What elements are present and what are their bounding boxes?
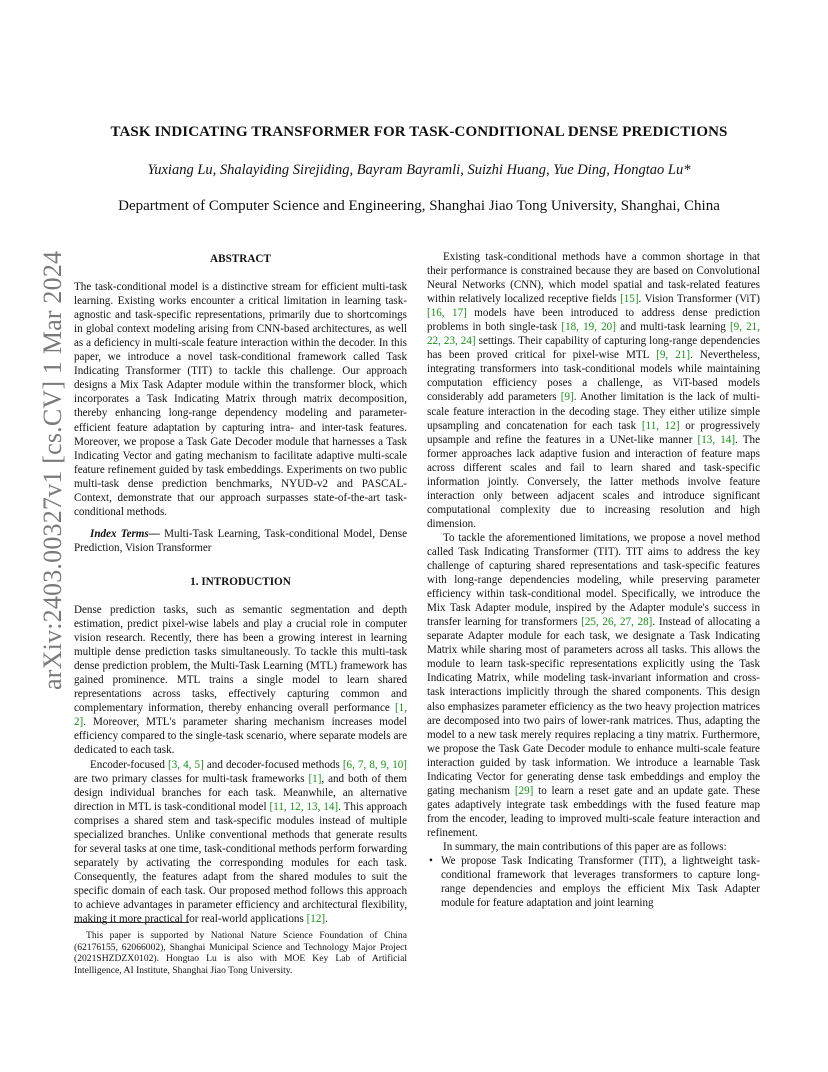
- citation-link[interactable]: [18, 19, 20]: [561, 321, 616, 334]
- index-terms-label: Index Terms—: [90, 527, 160, 540]
- intro-paragraph-3: Existing task-conditional methods have a common shortage in that their performance is constrained because they are based on Convolutional Neural Networks (CNN), which model spatial and task-related features within relatively localized receptive fields [15]. Vision Transformer (ViT) [16, 17] models have been introduced to address dense prediction problems in both single-task [18, 19, 20] and multi-task learning [9, 21, 22, 23, 24] settings. Their capability of capturing long-range dependencies has been proved critical for pixel-wise MTL [9, 21]. Nevertheless, integrating transformers into task-conditional models while maintaining computation efficiency poses a challenge, as ViT-based models considerably add parameters [9]. Another limitation is the lack of multi-scale feature interaction in the decoding stage. They either utilize simple upsampling and concatenation for each task [11, 12] or progressively upsample and refine the features in a UNet-like manner [13, 14]. The former approaches lack adaptive fusion and interaction of feature maps across different scales and fail to learn shared and task-specific information jointly. Conversely, the latter methods involve feature interaction only between adjacent scales and introduce significant computational complexity due to increasing resolution and high dimension.: [427, 251, 761, 530]
- author-affiliation: Department of Computer Science and Engineering, Shanghai Jiao Tong University, Shanghai, China: [118, 198, 720, 214]
- citation-link[interactable]: [29]: [514, 784, 534, 797]
- citation-link[interactable]: [11, 12]: [641, 419, 680, 432]
- citation-link[interactable]: [15]: [620, 293, 639, 306]
- intro-paragraph-4: To tackle the aforementioned limitations, we propose a novel method called Task Indicating Transformer (TIT). TIT aims to address the key challenge of capturing shared representations and task-specific features with long-range dependencies modeling, while preserving parameter efficiency within task-conditional model. Specifically, we introduce the Mix Task Adapter module, inspired by the Adapter module's success in transfer learning for transformers [25, 26, 27, 28]. Instead of allocating a separate Adapter module for each task, we designate a Task Indicating Matrix while sharing most of parameters across all tasks. This allows the module to learn task-specific representations explicitly using the Task Indicating Matrix, while modeling task-invariant information and cross-task interactions implicitly through the shared components. This design also emphasizes parameter efficiency as the two heavy projection matrices are decomposed into two pairs of lower-rank matrices. Thus, adapting the model to a new task merely requires replacing a tiny matrix. Furthermore, we propose the Task Gate Decoder module to enhance multi-scale feature interaction guided by task information. We introduce a learnable Task Indicating Vector for generating dense task embeddings and employ the gating mechanism [29] to learn a reset gate and an update gate. These gates adaptively integrate task embeddings with the fused feature map from the encoder, leading to improved multi-scale feature interaction and refinement.: [427, 531, 761, 839]
- citation-link[interactable]: [25, 26, 27, 28]: [581, 616, 653, 629]
- citation-link[interactable]: [9, 21, 22, 23, 24]: [427, 321, 761, 348]
- citation-link[interactable]: [1]: [308, 772, 322, 785]
- citation-link[interactable]: [9]: [560, 391, 574, 404]
- abstract-text: The task-conditional model is a distinctive stream for efficient multi-task learning. Existing works encounter a critical limitation in learning task-agnostic and task-specific representations, primarily due to shortcomings in global context modeling arising from CNN-based architectures, as well as a deficiency in multi-scale feature interaction within the decoder. In this paper, we introduce a novel task-conditional framework called Task Indicating Transformer (TIT) to tackle this challenge. Our approach designs a Mix Task Adapter module within the transformer block, which incorporates a Task Indicating Matrix through matrix decomposition, thereby enhancing long-range dependency modeling and parameter-efficient feature adaptation by capturing intra- and inter-task features. Moreover, we propose a Task Gate Decoder module that harnesses a Task Indicating Vector and gating mechanism to facilitate adaptive multi-scale feature refinement guided by task embeddings. Experiments on two public multi-task dense prediction benchmarks, NYUD-v2 and PASCAL-Context, demonstrate that our approach surpasses state-of-the-art task-conditional methods.: [74, 281, 407, 518]
- citation-link[interactable]: [13, 14]: [697, 433, 736, 446]
- list-item: [427, 854, 760, 910]
- arxiv-identifier: arXiv:2403.00327v1 [cs.CV] 1 Mar 2024: [38, 250, 67, 690]
- footnote: This paper is supported by National Nature Science Foundation of China (62176155, 62066002), Shanghai Municipal Science and Technology Major Project (2021SHZDZX0102). Hongtao Lu is also with MOE Key Lab of Artificial Intelligence, AI Institute, Shanghai Jiao Tong University.: [74, 930, 407, 976]
- author-list: Yuxiang Lu, Shalayiding Sirejiding, Bayram Bayramli, Suizhi Huang, Yue Ding, Hongtao Lu*: [147, 162, 691, 178]
- abstract-heading: ABSTRACT: [210, 253, 271, 265]
- introduction-heading: 1. INTRODUCTION: [190, 575, 291, 588]
- intro-paragraph-2: Encoder-focused [3, 4, 5] and decoder-focused methods [6, 7, 8, 9, 10] are two primary classes for multi-task frameworks [1], and both of them design individual branches for each task. Meanwhile, an alternative direction in MTL is task-conditional model [11, 12, 13, 14]. This approach comprises a shared stem and task-specific modules instead of multiple specialized branches. Unlike conventional methods that generate results for several tasks at one time, task-conditional methods perform forwarding separately by activating the corresponding modules for each task. Consequently, the features adapt from the shared modules to suit the specific domain of each task. Our proposed method follows this approach to achieve advantages in parameter efficiency and architectural flexibility, making it more practical for real-world applications [12].: [74, 758, 408, 926]
- citation-link[interactable]: [1, 2]: [74, 702, 407, 729]
- citation-link[interactable]: [12]: [306, 913, 326, 926]
- contributions-list: [427, 854, 760, 910]
- citation-link[interactable]: [11, 12, 13, 14]: [269, 800, 339, 813]
- index-terms: [74, 527, 407, 555]
- right-column: [427, 250, 760, 910]
- citation-link[interactable]: [3, 4, 5]: [168, 758, 204, 771]
- intro-paragraph-5: In summary, the main contributions of this paper are as follows:: [443, 840, 727, 853]
- citation-link[interactable]: [9, 21]: [656, 349, 691, 362]
- contribution-text: We propose Task Indicating Transformer (TIT), a lightweight task-conditional framework that leverages transformers to capture long-range dependencies and employs the efficient Mix Task Adapter module for feature adaptation and joint learning: [441, 855, 760, 910]
- intro-paragraph-1: Dense prediction tasks, such as semantic segmentation and depth estimation, predict pixel-wise labels and play a crucial role in computer vision research. Recently, there has been a growing interest in learning multiple dense prediction tasks simultaneously. To tackle this multi-task dense prediction problem, the Multi-Task Learning (MTL) framework has gained prominence. MTL trains a single model to learn shared representations across tasks, effectively capturing common and complementary information, thereby enhancing overall performance [1, 2]. Moreover, MTL's parameter sharing mechanism increases model efficiency compared to the single-task scenario, where separate models are dedicated to each task.: [74, 603, 407, 757]
- citation-link[interactable]: [16, 17]: [427, 307, 467, 320]
- footnote-rule: [74, 922, 189, 923]
- index-terms-list: Multi-Task Learning, Task-conditional Model, Dense Prediction, Vision Transformer: [74, 527, 407, 554]
- left-column: [74, 252, 407, 926]
- arxiv-sidebar: [38, 130, 78, 690]
- bullet-icon: •: [429, 855, 433, 868]
- paper-title: TASK INDICATING TRANSFORMER FOR TASK-CONDITIONAL DENSE PREDICTIONS: [110, 124, 728, 140]
- citation-link[interactable]: [6, 7, 8, 9, 10]: [342, 758, 407, 771]
